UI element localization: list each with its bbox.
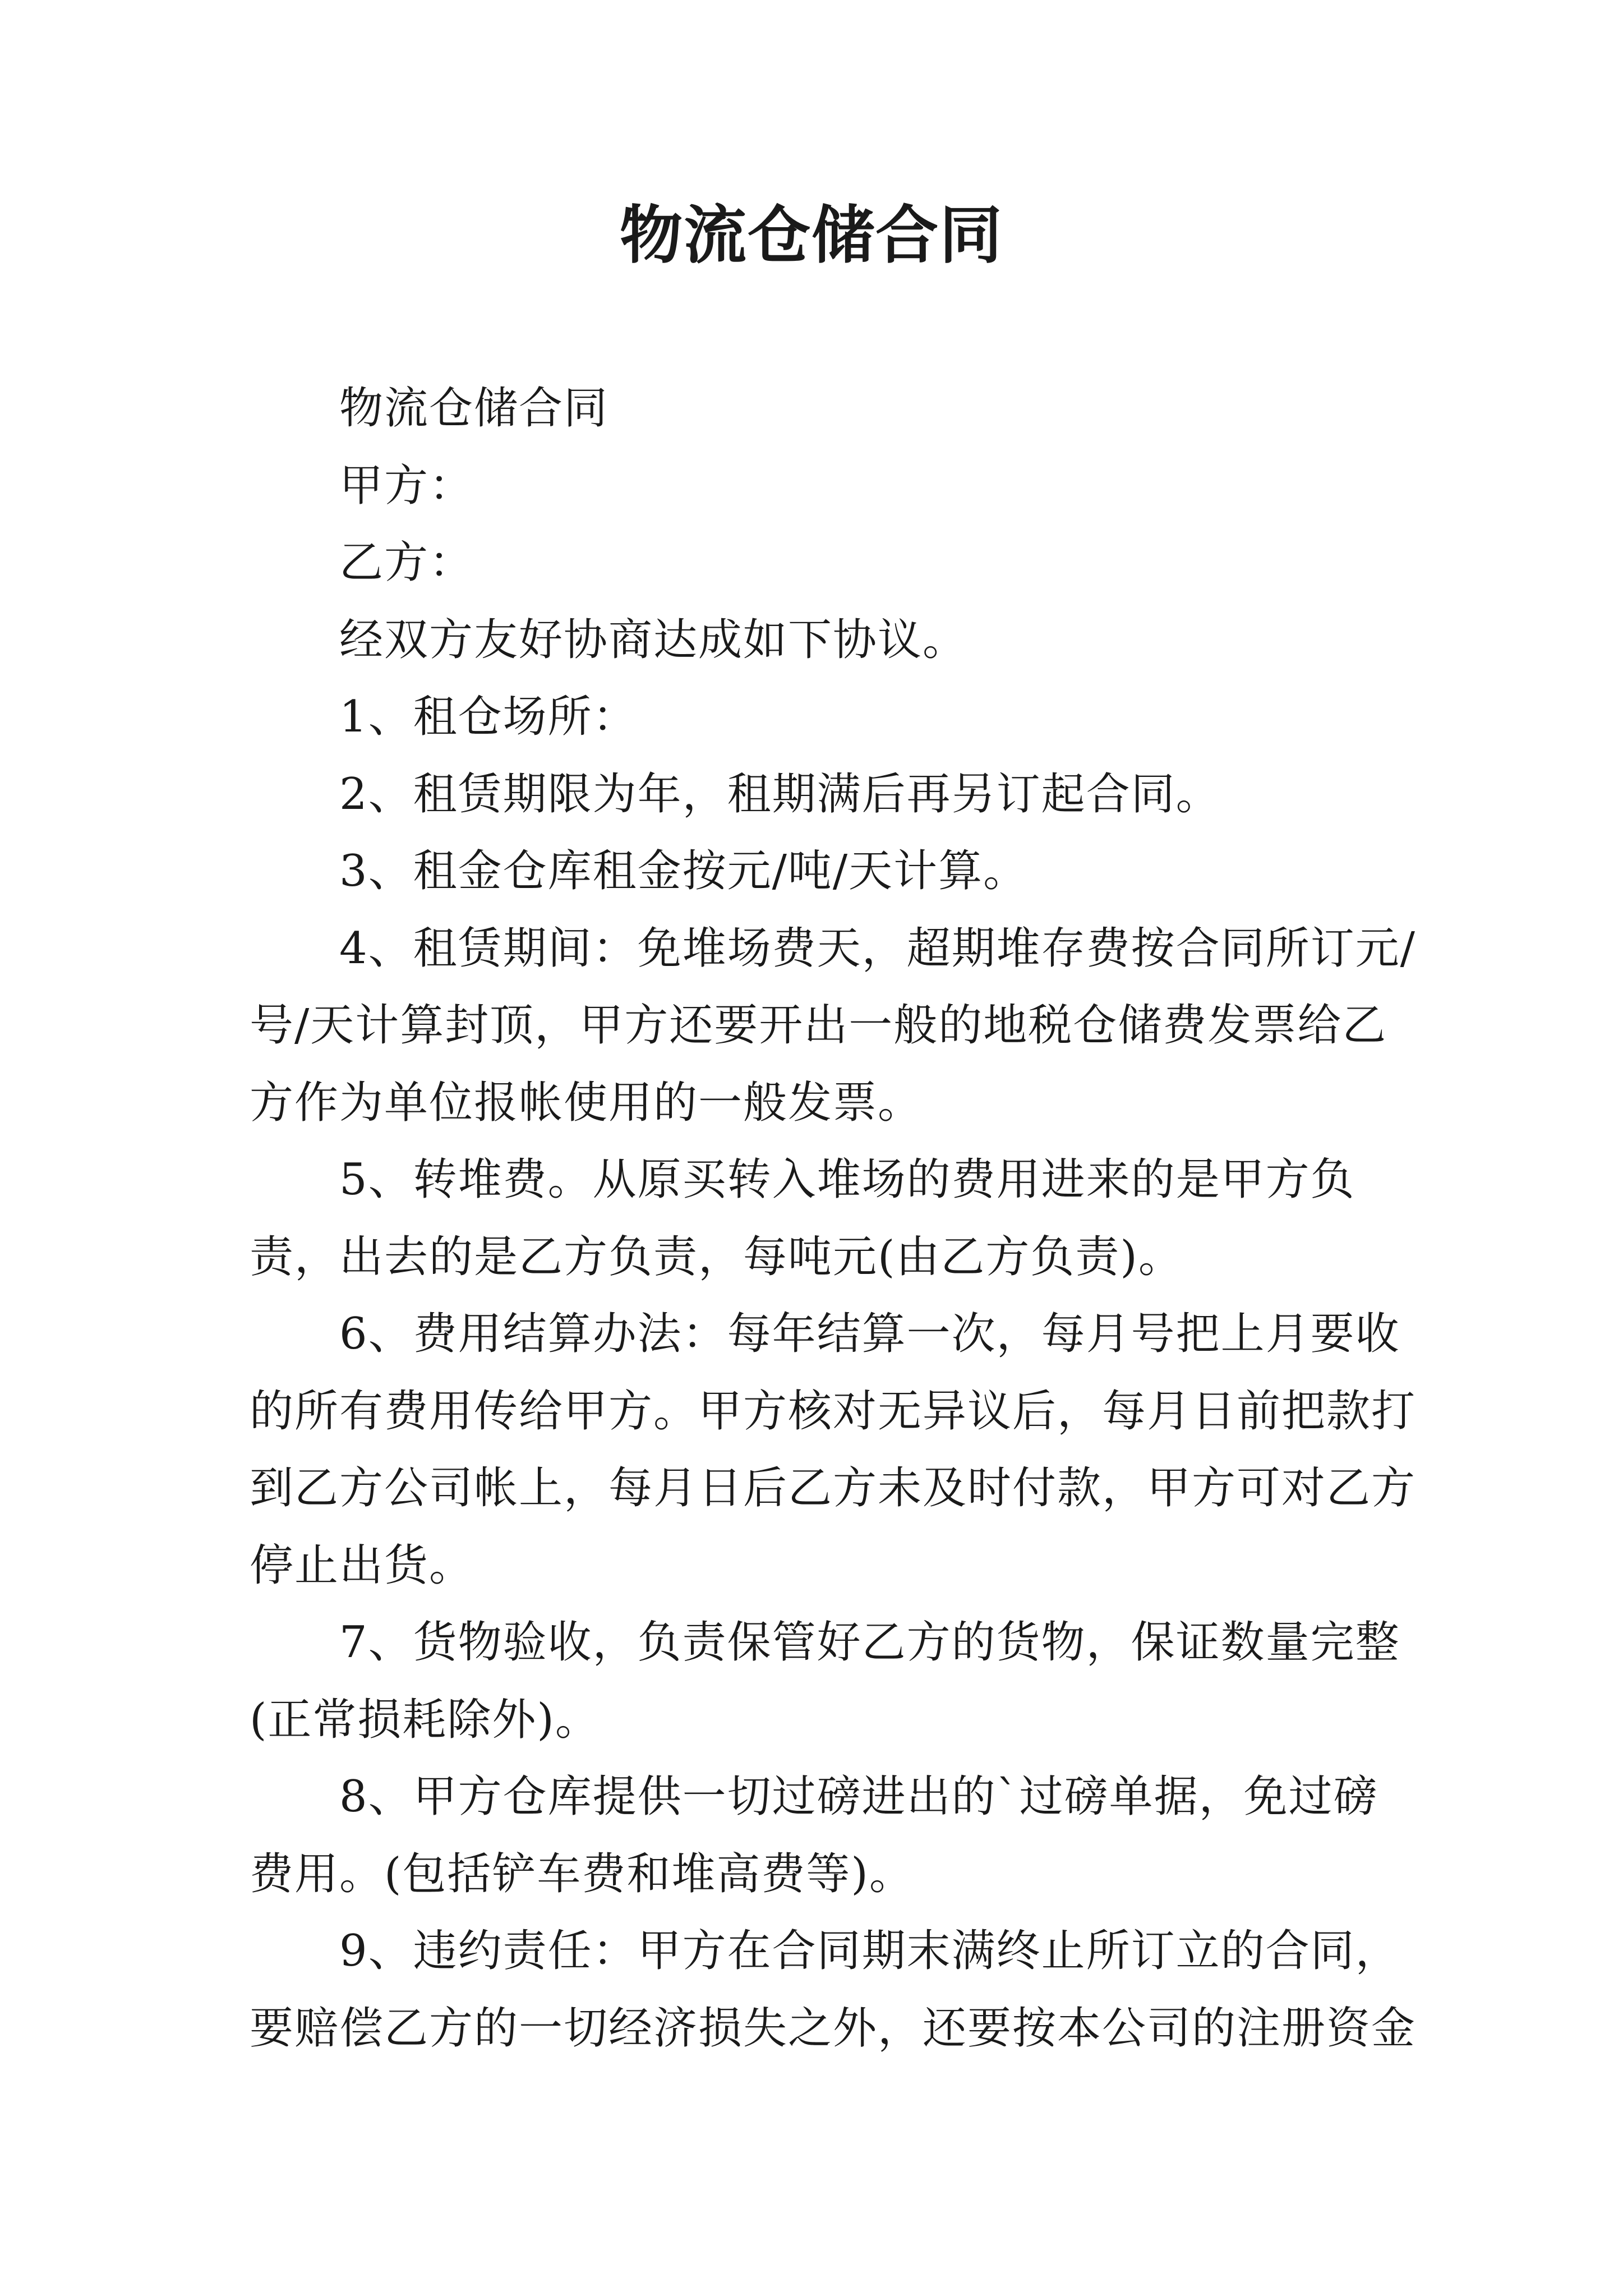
paragraph-party-a: 甲方： [339, 460, 474, 511]
paragraph-clause-9: 9、违约责任：甲方在合同期末满终止所订立的合同，要赔偿乙方的一切经济损失之外，还要按本公司的注册资金 [250, 1926, 1417, 2054]
paragraph-clause-2: 2、租赁期限为年，租期满后再另订起合同。 [339, 769, 1221, 820]
paragraph-agreement: 经双方友好协商达成如下协议。 [339, 614, 968, 665]
paragraph-clause-5: 5、转堆费。从原买转入堆场的费用进来的是甲方负责，出去的是乙方负责，每吨元(由乙方负责)。 [250, 1154, 1355, 1282]
paragraph-clause-1: 1、租仓场所： [339, 692, 638, 742]
paragraph-clause-3: 3、租金仓库租金按元/吨/天计算。 [339, 846, 1029, 896]
paragraph-party-b: 乙方： [339, 537, 474, 588]
document-title: 物流仓储合同 [620, 199, 1003, 272]
paragraph-clause-4: 4、租赁期间：免堆场费天，超期堆存费按合同所订元/号/天计算封顶，甲方还要开出一般的地税仓储费发票给乙方作为单位报帐使用的一般发票。 [250, 923, 1416, 1128]
paragraph-heading: 物流仓储合同 [339, 383, 609, 434]
paragraph-clause-7: 7、货物验收，负责保管好乙方的货物，保证数量完整(正常损耗除外)。 [250, 1617, 1400, 1745]
paragraph-clause-6: 6、费用结算办法：每年结算一次，每月号把上月要收的所有费用传给甲方。甲方核对无异议后，每月日前把款打到乙方公司帐上，每月日后乙方未及时付款，甲方可对乙方停止出货。 [250, 1309, 1417, 1591]
paragraph-clause-8: 8、甲方仓库提供一切过磅进出的`过磅单据，免过磅费用。(包括铲车费和堆高费等)。 [250, 1772, 1378, 1899]
document-body [250, 370, 1416, 2067]
